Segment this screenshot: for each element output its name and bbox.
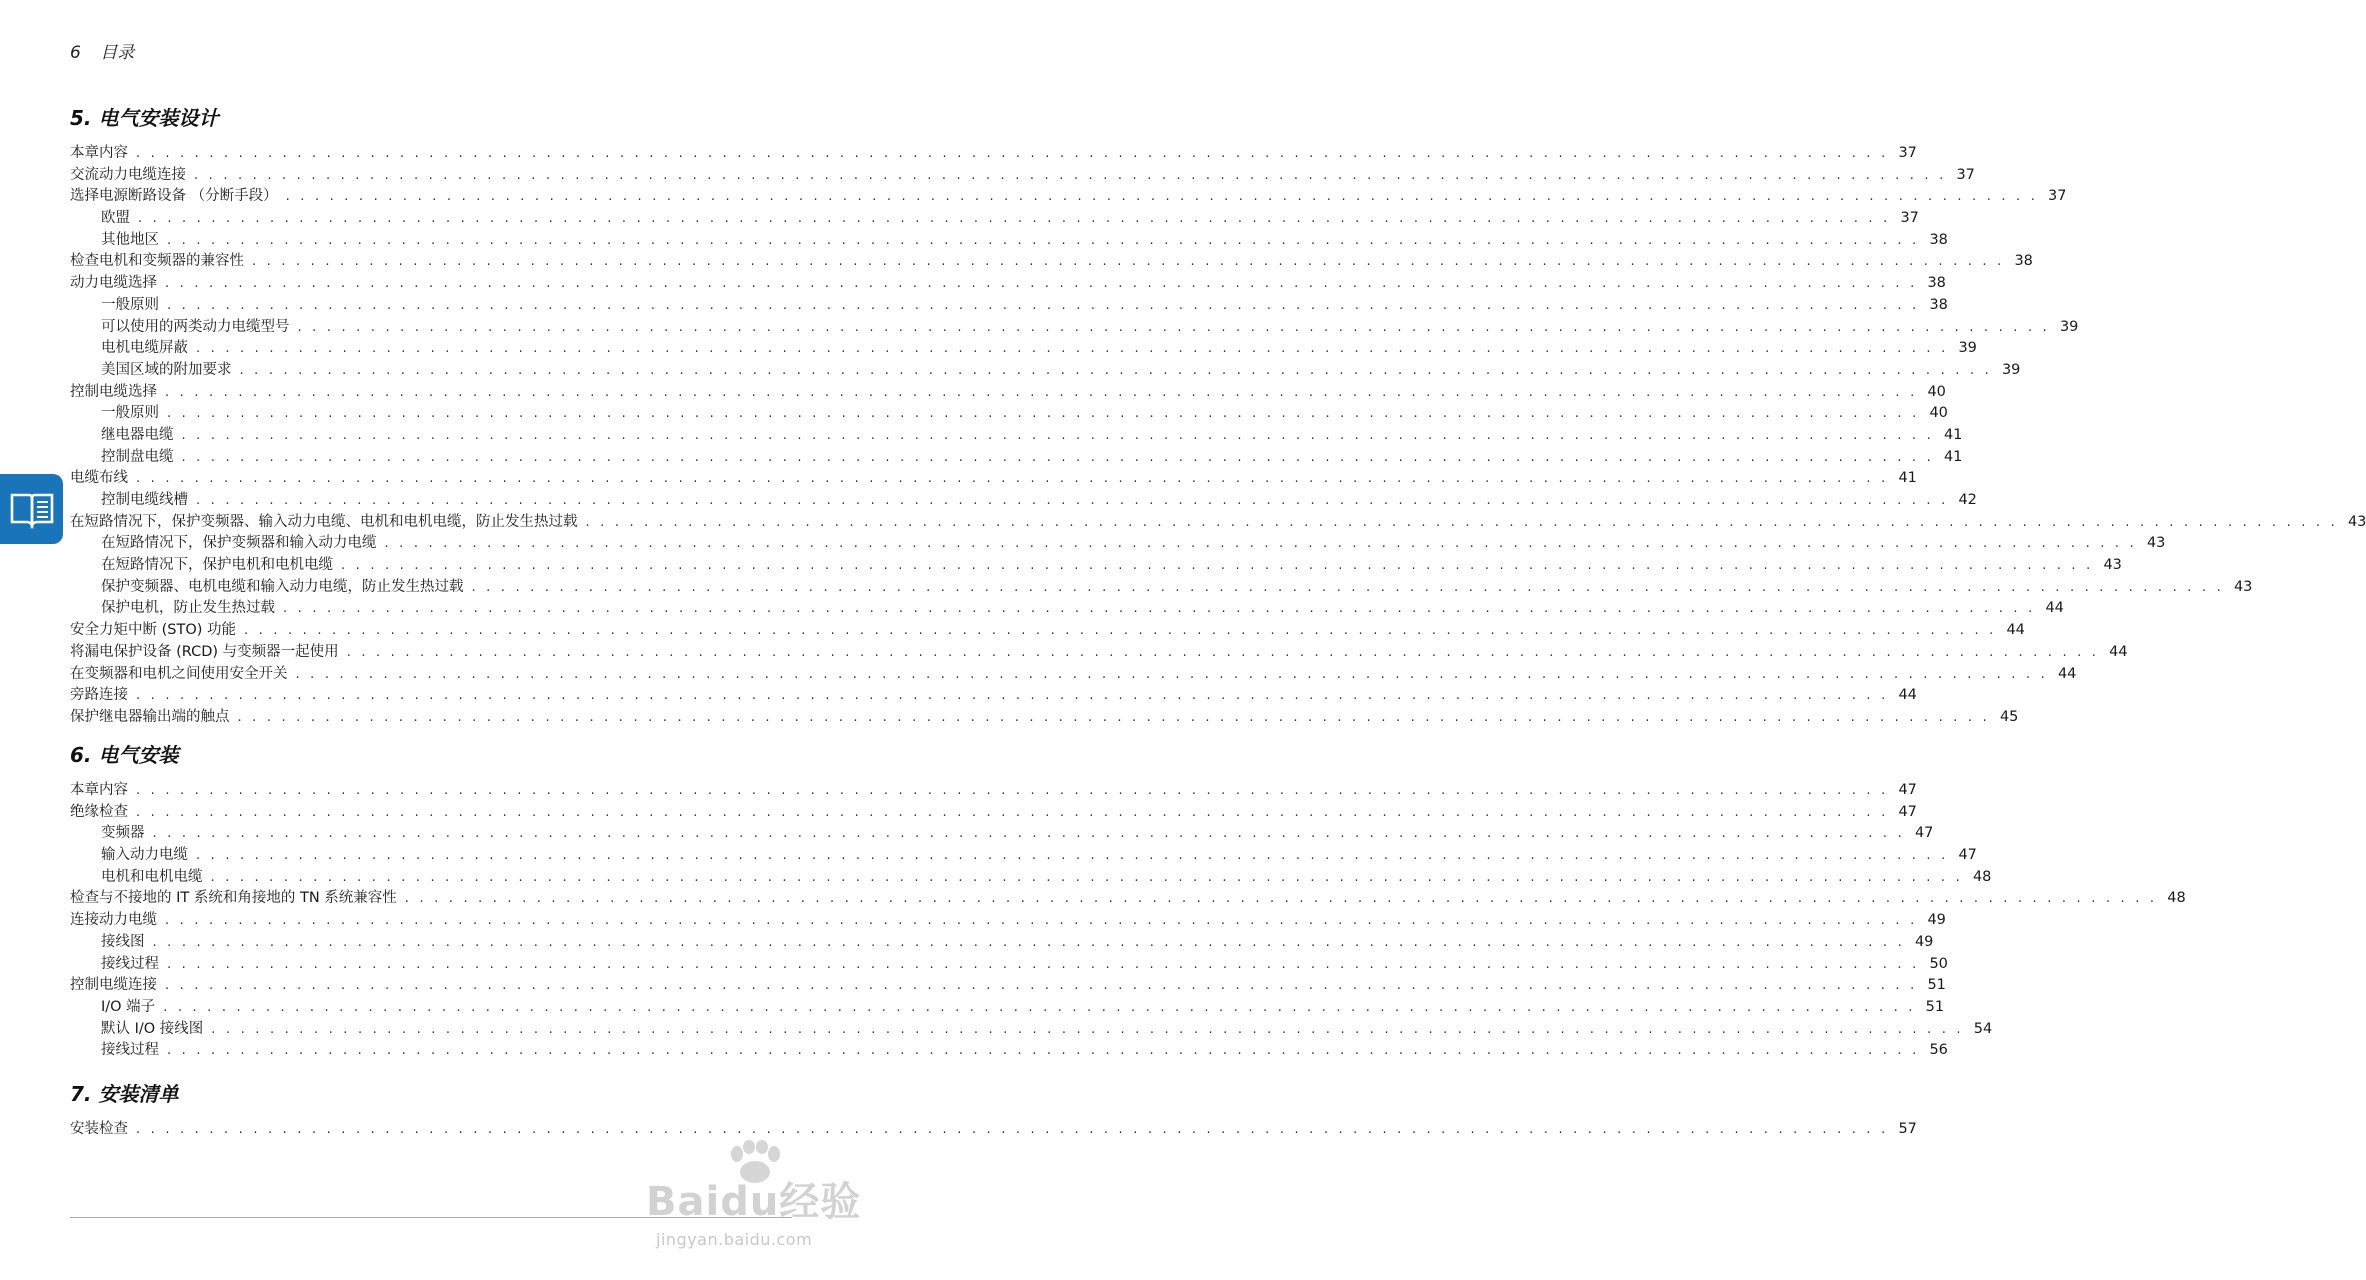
- dot-leader: . . . . . . . . . . . . . . . . . . . . . . . . . . . . . . . . . . . . . . . . . . . . . . . . . . . . . . . . . . . . . . . . . . . . . . . . . . . . . . . . . . . . . . . . . . . . . . . . . . . . . . . . . . . . . . . . . . . . . . . .: [152, 826, 1905, 842]
- toc-entry-page: 47: [1914, 825, 1934, 842]
- toc-entry[interactable]: [70, 780, 1917, 802]
- dot-leader: . . . . . . . . . . . . . . . . . . . . . . . . . . . . . . . . . . . . . . . . . . . . . . . . . . . . . . . . . . . . . . . . . . . . . . . . . . . . . . . . . . . . . . . . . . . . . . . . . . . . . . . . . . . . . . . . . . . . . . . .: [194, 167, 1947, 183]
- dot-leader: . . . . . . . . . . . . . . . . . . . . . . . . . . . . . . . . . . . . . . . . . . . . . . . . . . . . . . . . . . . . . . . . . . . . . . . . . . . . . . . . . . . . . . . . . . . . . . . . . . . . . . . . . . . . . . . . . . . . . . . .: [283, 601, 2036, 617]
- toc-entry[interactable]: [70, 1119, 1917, 1141]
- dot-leader: . . . . . . . . . . . . . . . . . . . . . . . . . . . . . . . . . . . . . . . . . . . . . . . . . . . . . . . . . . . . . . . . . . . . . . . . . . . . . . . . . . . . . . . . . . . . . . . . . . . . . . . . . . . . . . . . . . . . . . . .: [196, 341, 1949, 357]
- toc-entry-page: 42: [1958, 492, 1977, 508]
- toc-entry[interactable]: [70, 932, 1934, 954]
- toc-entry-label: 保护变频器、电机电缆和输入动力电缆，防止发生热过载: [101, 578, 464, 595]
- dot-leader: . . . . . . . . . . . . . . . . . . . . . . . . . . . . . . . . . . . . . . . . . . . . . . . . . . . . . . . . . . . . . . . . . . . . . . . . . . . . . . . . . . . . . . . . . . . . . . . . . . . . . . . . . . . . . . . . . . . . . . . .: [471, 579, 2224, 595]
- toc-entry-label: 动力电缆选择: [70, 275, 157, 292]
- toc-entry-label: 检查电机和变频器的兼容性: [70, 253, 244, 270]
- toc-entry-page: 38: [1927, 275, 1946, 292]
- dot-leader: . . . . . . . . . . . . . . . . . . . . . . . . . . . . . . . . . . . . . . . . . . . . . . . . . . . . . . . . . . . . . . . . . . . . . . . . . . . . . . . . . . . . . . . . . . . . . . . . . . . . . . . . . . . . . . . . . . . . . . . .: [210, 869, 1963, 885]
- toc-entry[interactable]: [70, 997, 1945, 1019]
- toc-entry[interactable]: [70, 577, 2253, 599]
- watermark: [640, 1140, 870, 1270]
- toc-entry-page: 43: [2347, 513, 2366, 530]
- section-title: 5. 电气安装设计: [70, 106, 219, 130]
- dot-leader: . . . . . . . . . . . . . . . . . . . . . . . . . . . . . . . . . . . . . . . . . . . . . . . . . . . . . . . . . . . . . . . . . . . . . . . . . . . . . . . . . . . . . . . . . . . . . . . . . . . . . . . . . . . . . . . . . . . . . . . .: [244, 623, 1997, 639]
- section-title: 7. 安装清单: [70, 1082, 179, 1106]
- toc-entry-label: 输入动力电缆: [101, 847, 188, 864]
- toc-entry[interactable]: [70, 512, 2366, 534]
- toc-entry-page: 41: [1943, 448, 1963, 465]
- toc-entry-label: 在变频器和电机之间使用安全开关: [70, 665, 288, 682]
- toc-entry-label: 在短路情况下，保护变频器和输入动力电缆: [101, 535, 377, 552]
- toc-entry-page: 49: [1927, 912, 1946, 929]
- toc-entries: [70, 1119, 1917, 1141]
- dot-leader: . . . . . . . . . . . . . . . . . . . . . . . . . . . . . . . . . . . . . . . . . . . . . . . . . . . . . . . . . . . . . . . . . . . . . . . . . . . . . . . . . . . . . . . . . . . . . . . . . . . . . . . . . . . . . . . . . . . . . . . .: [167, 956, 1920, 972]
- toc-entry-page: 37: [2048, 188, 2067, 205]
- toc-entry-label: 安装检查: [70, 1121, 128, 1137]
- toc-entry[interactable]: [70, 707, 2019, 729]
- toc-entry[interactable]: [70, 1019, 1993, 1041]
- toc-entry-page: 47: [1898, 782, 1917, 798]
- toc-entry[interactable]: [70, 802, 1917, 824]
- toc-entry-page: 50: [1929, 955, 1948, 972]
- toc-entry-page: 43: [2103, 557, 2122, 574]
- dot-leader: . . . . . . . . . . . . . . . . . . . . . . . . . . . . . . . . . . . . . . . . . . . . . . . . . . . . . . . . . . . . . . . . . . . . . . . . . . . . . . . . . . . . . . . . . . . . . . . . . . . . . . . . . . . . . . . . . . . . . . . .: [239, 362, 1992, 378]
- toc-entry-page: 56: [1929, 1042, 1948, 1059]
- dot-leader: . . . . . . . . . . . . . . . . . . . . . . . . . . . . . . . . . . . . . . . . . . . . . . . . . . . . . . . . . . . . . . . . . . . . . . . . . . . . . . . . . . . . . . . . . . . . . . . . . . . . . . . . . . . . . . . . . . . . . . . .: [237, 709, 1990, 725]
- toc-entry-label: 保护电机，防止发生热过载: [101, 600, 275, 617]
- toc-entry-label: 控制电缆连接: [70, 977, 157, 994]
- toc-entry[interactable]: [70, 664, 2077, 686]
- dot-leader: . . . . . . . . . . . . . . . . . . . . . . . . . . . . . . . . . . . . . . . . . . . . . . . . . . . . . . . . . . . . . . . . . . . . . . . . . . . . . . . . . . . . . . . . . . . . . . . . . . . . . . . . . . . . . . . . . . . . . . . .: [167, 406, 1920, 422]
- toc-entry-page: 43: [2146, 535, 2166, 552]
- toc-entry[interactable]: [70, 845, 1977, 867]
- dot-leader: . . . . . . . . . . . . . . . . . . . . . . . . . . . . . . . . . . . . . . . . . . . . . . . . . . . . . . . . . . . . . . . . . . . . . . . . . . . . . . . . . . . . . . . . . . . . . . . . . . . . . . . . . . . . . . . . . . . . . . . .: [285, 189, 2039, 205]
- toc-entry-label: 电机电缆屏蔽: [101, 340, 188, 357]
- page-number: 6: [70, 43, 81, 63]
- toc-entries: [70, 143, 2366, 729]
- dot-leader: . . . . . . . . . . . . . . . . . . . . . . . . . . . . . . . . . . . . . . . . . . . . . . . . . . . . . . . . . . . . . . . . . . . . . . . . . . . . . . . . . . . . . . . . . . . . . . . . . . . . . . . . . . . . . . . . . . . . . . . .: [167, 297, 1920, 313]
- toc-entry[interactable]: [70, 143, 1917, 165]
- toc-entry[interactable]: [70, 403, 1948, 425]
- dot-leader: . . . . . . . . . . . . . . . . . . . . . . . . . . . . . . . . . . . . . . . . . . . . . . . . . . . . . . . . . . . . . . . . . . . . . . . . . . . . . . . . . . . . . . . . . . . . . . . . . . . . . . . . . . . . . . . . . . . . . . . .: [163, 999, 1916, 1015]
- dot-leader: . . . . . . . . . . . . . . . . . . . . . . . . . . . . . . . . . . . . . . . . . . . . . . . . . . . . . . . . . . . . . . . . . . . . . . . . . . . . . . . . . . . . . . . . . . . . . . . . . . . . . . . . . . . . . . . . . . . . . . . .: [136, 688, 1889, 704]
- dot-leader: . . . . . . . . . . . . . . . . . . . . . . . . . . . . . . . . . . . . . . . . . . . . . . . . . . . . . . . . . . . . . . . . . . . . . . . . . . . . . . . . . . . . . . . . . . . . . . . . . . . . . . . . . . . . . . . . . . . . . . . .: [585, 514, 2338, 530]
- toc-entry[interactable]: [70, 317, 2079, 339]
- page-header: [70, 38, 134, 63]
- toc-entry-label: 绝缘检查: [70, 803, 128, 820]
- dot-leader: . . . . . . . . . . . . . . . . . . . . . . . . . . . . . . . . . . . . . . . . . . . . . . . . . . . . . . . . . . . . . . . . . . . . . . . . . . . . . . . . . . . . . . . . . . . . . . . . . . . . . . . . . . . . . . . . . . . . . . . .: [252, 254, 2005, 270]
- toc-entry-page: 37: [1900, 210, 1919, 227]
- toc-entry[interactable]: [70, 208, 1919, 230]
- toc-entry[interactable]: [70, 382, 1946, 404]
- book-icon: [9, 489, 55, 529]
- toc-entry-label: 控制电缆选择: [70, 383, 157, 400]
- toc-entry-page: 39: [1958, 340, 1977, 357]
- toc-entry-page: 43: [2233, 578, 2253, 595]
- dot-leader: . . . . . . . . . . . . . . . . . . . . . . . . . . . . . . . . . . . . . . . . . . . . . . . . . . . . . . . . . . . . . . . . . . . . . . . . . . . . . . . . . . . . . . . . . . . . . . . . . . . . . . . . . . . . . . . . . . . . . . . .: [341, 558, 2094, 574]
- dot-leader: . . . . . . . . . . . . . . . . . . . . . . . . . . . . . . . . . . . . . . . . . . . . . . . . . . . . . . . . . . . . . . . . . . . . . . . . . . . . . . . . . . . . . . . . . . . . . . . . . . . . . . . . . . . . . . . . . . . . . . . .: [196, 493, 1949, 508]
- dot-leader: . . . . . . . . . . . . . . . . . . . . . . . . . . . . . . . . . . . . . . . . . . . . . . . . . . . . . . . . . . . . . . . . . . . . . . . . . . . . . . . . . . . . . . . . . . . . . . . . . . . . . . . . . . . . . . . . . . . . . . . .: [152, 934, 1905, 950]
- toc-entry-page: 47: [1898, 803, 1917, 820]
- toc-entry[interactable]: [70, 273, 1946, 295]
- toc-entry-page: 38: [2014, 253, 2033, 270]
- dot-leader: . . . . . . . . . . . . . . . . . . . . . . . . . . . . . . . . . . . . . . . . . . . . . . . . . . . . . . . . . . . . . . . . . . . . . . . . . . . . . . . . . . . . . . . . . . . . . . . . . . . . . . . . . . . . . . . . . . . . . . . .: [181, 449, 1934, 465]
- toc-entries: [70, 780, 2186, 1062]
- toc-entry[interactable]: [70, 975, 1946, 997]
- toc-entry-page: 44: [2045, 600, 2064, 617]
- toc-entry-page: 49: [1914, 933, 1934, 950]
- toc-entry[interactable]: [70, 1040, 1948, 1062]
- dot-leader: . . . . . . . . . . . . . . . . . . . . . . . . . . . . . . . . . . . . . . . . . . . . . . . . . . . . . . . . . . . . . . . . . . . . . . . . . . . . . . . . . . . . . . . . . . . . . . . . . . . . . . . . . . . . . . . . . . . . . . . .: [165, 913, 1918, 929]
- toc-entry[interactable]: [70, 230, 1948, 252]
- toc-entry[interactable]: [70, 823, 1934, 845]
- toc-entry-label: 一般原则: [101, 405, 159, 422]
- dot-leader: . . . . . . . . . . . . . . . . . . . . . . . . . . . . . . . . . . . . . . . . . . . . . . . . . . . . . . . . . . . . . . . . . . . . . . . . . . . . . . . . . . . . . . . . . . . . . . . . . . . . . . . . . . . . . . . . . . . . . . . .: [384, 536, 2137, 552]
- toc-entry-label: 在短路情况下，保护变频器、输入动力电缆、电机和电机电缆，防止发生热过载: [70, 513, 578, 530]
- watermark-brand: Baidu经验: [646, 1179, 862, 1225]
- dot-leader: . . . . . . . . . . . . . . . . . . . . . . . . . . . . . . . . . . . . . . . . . . . . . . . . . . . . . . . . . . . . . . . . . . . . . . . . . . . . . . . . . . . . . . . . . . . . . . . . . . . . . . . . . . . . . . . . . . . . . . . .: [165, 276, 1918, 292]
- toc-section: [70, 741, 2186, 1062]
- toc-entry-page: 40: [1929, 405, 1948, 422]
- toc-entry[interactable]: [70, 425, 1963, 447]
- toc-entry-page: 51: [1927, 977, 1946, 994]
- toc-entry-label: 将漏电保护设备 (RCD) 与变频器一起使用: [70, 643, 339, 660]
- toc-entry-page: 44: [1898, 687, 1917, 704]
- toc-entry-page: 38: [1929, 296, 1948, 313]
- dot-leader: . . . . . . . . . . . . . . . . . . . . . . . . . . . . . . . . . . . . . . . . . . . . . . . . . . . . . . . . . . . . . . . . . . . . . . . . . . . . . . . . . . . . . . . . . . . . . . . . . . . . . . . . . . . . . . . . . . . . . . . .: [295, 666, 2048, 682]
- toc-entry-label: 电机和电机电缆: [101, 868, 203, 885]
- watermark-url: jingyan.baidu.com: [656, 1230, 813, 1249]
- dot-leader: . . . . . . . . . . . . . . . . . . . . . . . . . . . . . . . . . . . . . . . . . . . . . . . . . . . . . . . . . . . . . . . . . . . . . . . . . . . . . . . . . . . . . . . . . . . . . . . . . . . . . . . . . . . . . . . . . . . . . . . .: [346, 644, 2100, 660]
- toc-entry[interactable]: [70, 295, 1948, 317]
- toc-entry[interactable]: [70, 910, 1946, 932]
- toc-entry[interactable]: [70, 186, 2067, 208]
- toc-entry-label: 本章内容: [70, 145, 128, 161]
- dot-leader: . . . . . . . . . . . . . . . . . . . . . . . . . . . . . . . . . . . . . . . . . . . . . . . . . . . . . . . . . . . . . . . . . . . . . . . . . . . . . . . . . . . . . . . . . . . . . . . . . . . . . . . . . . . . . . . . . . . . . . . .: [167, 232, 1920, 248]
- toc-entry-label: 安全力矩中断 (STO) 功能: [70, 622, 237, 639]
- toc-entry[interactable]: [70, 165, 1975, 187]
- toc-entry-page: 39: [2001, 361, 2021, 378]
- dot-leader: . . . . . . . . . . . . . . . . . . . . . . . . . . . . . . . . . . . . . . . . . . . . . . . . . . . . . . . . . . . . . . . . . . . . . . . . . . . . . . . . . . . . . . . . . . . . . . . . . . . . . . . . . . . . . . . . . . . . . . . .: [167, 1043, 1920, 1059]
- dot-leader: . . . . . . . . . . . . . . . . . . . . . . . . . . . . . . . . . . . . . . . . . . . . . . . . . . . . . . . . . . . . . . . . . . . . . . . . . . . . . . . . . . . . . . . . . . . . . . . . . . . . . . . . . . . . . . . . . . . . . . . .: [136, 1122, 1889, 1137]
- toc-entry[interactable]: [70, 360, 2021, 382]
- toc-entry-label: 交流动力电缆连接: [70, 166, 186, 183]
- toc-entry-label: 欧盟: [101, 210, 130, 227]
- toc-entry[interactable]: [70, 620, 2025, 642]
- toc-entry-page: 57: [1898, 1121, 1917, 1137]
- toc-entry[interactable]: [70, 888, 2186, 910]
- toc-entry-page: 40: [1927, 383, 1946, 400]
- dot-leader: . . . . . . . . . . . . . . . . . . . . . . . . . . . . . . . . . . . . . . . . . . . . . . . . . . . . . . . . . . . . . . . . . . . . . . . . . . . . . . . . . . . . . . . . . . . . . . . . . . . . . . . . . . . . . . . . . . . . . . . .: [297, 319, 2050, 335]
- dot-leader: . . . . . . . . . . . . . . . . . . . . . . . . . . . . . . . . . . . . . . . . . . . . . . . . . . . . . . . . . . . . . . . . . . . . . . . . . . . . . . . . . . . . . . . . . . . . . . . . . . . . . . . . . . . . . . . . . . . . . . . .: [138, 211, 1891, 227]
- toc-entry-label: 保护继电器输出端的触点: [70, 708, 230, 725]
- toc-entry-label: 可以使用的两类动力电缆型号: [101, 318, 290, 335]
- toc-entry-page: 39: [2059, 318, 2079, 335]
- toc-entry-page: 44: [2109, 643, 2128, 660]
- toc-entry-label: 接线过程: [101, 1042, 159, 1059]
- toc-entry-label: 连接动力电缆: [70, 912, 157, 929]
- toc-entry[interactable]: [70, 468, 1917, 490]
- toc-entry-page: 38: [1929, 231, 1948, 248]
- dot-leader: . . . . . . . . . . . . . . . . . . . . . . . . . . . . . . . . . . . . . . . . . . . . . . . . . . . . . . . . . . . . . . . . . . . . . . . . . . . . . . . . . . . . . . . . . . . . . . . . . . . . . . . . . . . . . . . . . . . . . . . .: [165, 978, 1918, 994]
- toc-entry-label: I/O 端子: [101, 998, 156, 1015]
- toc-entry-page: 48: [2167, 890, 2186, 907]
- toc-entry-page: 47: [1958, 847, 1977, 864]
- dot-leader: . . . . . . . . . . . . . . . . . . . . . . . . . . . . . . . . . . . . . . . . . . . . . . . . . . . . . . . . . . . . . . . . . . . . . . . . . . . . . . . . . . . . . . . . . . . . . . . . . . . . . . . . . . . . . . . . . . . . . . . .: [196, 848, 1949, 864]
- toc-entry-page: 41: [1943, 426, 1963, 443]
- toc-entry-label: 变频器: [101, 825, 145, 842]
- toc-entry[interactable]: [70, 867, 1992, 889]
- toc-entry-page: 45: [1999, 708, 2019, 725]
- toc-entry-label: 继电器电缆: [101, 426, 174, 443]
- dot-leader: . . . . . . . . . . . . . . . . . . . . . . . . . . . . . . . . . . . . . . . . . . . . . . . . . . . . . . . . . . . . . . . . . . . . . . . . . . . . . . . . . . . . . . . . . . . . . . . . . . . . . . . . . . . . . . . . . . . . . . . .: [404, 891, 2158, 907]
- toc-section: [70, 104, 2366, 729]
- toc-entry[interactable]: [70, 533, 2166, 555]
- dot-leader: . . . . . . . . . . . . . . . . . . . . . . . . . . . . . . . . . . . . . . . . . . . . . . . . . . . . . . . . . . . . . . . . . . . . . . . . . . . . . . . . . . . . . . . . . . . . . . . . . . . . . . . . . . . . . . . . . . . . . . . .: [136, 783, 1889, 798]
- toc-entry-label: 控制盘电缆: [101, 448, 174, 465]
- toc-entry[interactable]: [70, 251, 2033, 273]
- toc-entry-label: 在短路情况下，保护电机和电机电缆: [101, 557, 333, 574]
- toc-entry-label: 本章内容: [70, 782, 128, 798]
- toc-entry-page: 41: [1898, 470, 1917, 487]
- toc-entry-label: 选择电源断路设备 （分断手段）: [70, 188, 278, 205]
- toc-entry-label: 其他地区: [101, 231, 159, 248]
- toc-entry-page: 54: [1973, 1020, 1993, 1037]
- toc-entry-label: 检查与不接地的 IT 系统和角接地的 TN 系统兼容性: [70, 890, 397, 907]
- dot-leader: . . . . . . . . . . . . . . . . . . . . . . . . . . . . . . . . . . . . . . . . . . . . . . . . . . . . . . . . . . . . . . . . . . . . . . . . . . . . . . . . . . . . . . . . . . . . . . . . . . . . . . . . . . . . . . . . . . . . . . . .: [136, 471, 1889, 487]
- toc-entry-page: 44: [2006, 622, 2025, 639]
- toc-entry-page: 48: [1972, 868, 1992, 885]
- toc-entry[interactable]: [70, 555, 2122, 577]
- toc-entry[interactable]: [70, 338, 1977, 360]
- toc-entry[interactable]: [70, 598, 2064, 620]
- toc-entry-label: 控制电缆线槽: [101, 492, 188, 508]
- toc-entry[interactable]: [70, 490, 1977, 512]
- dot-leader: . . . . . . . . . . . . . . . . . . . . . . . . . . . . . . . . . . . . . . . . . . . . . . . . . . . . . . . . . . . . . . . . . . . . . . . . . . . . . . . . . . . . . . . . . . . . . . . . . . . . . . . . . . . . . . . . . . . . . . . .: [211, 1021, 1964, 1037]
- toc-entry-label: 美国区域的附加要求: [101, 361, 232, 378]
- toc-entry-page: 37: [1956, 166, 1975, 183]
- toc-entry[interactable]: [70, 447, 1963, 469]
- section-title: 6. 电气安装: [70, 743, 179, 767]
- dot-leader: . . . . . . . . . . . . . . . . . . . . . . . . . . . . . . . . . . . . . . . . . . . . . . . . . . . . . . . . . . . . . . . . . . . . . . . . . . . . . . . . . . . . . . . . . . . . . . . . . . . . . . . . . . . . . . . . . . . . . . . .: [136, 146, 1889, 161]
- toc-entry[interactable]: [70, 954, 1948, 976]
- chapter-tab[interactable]: [0, 474, 63, 544]
- toc-entry-page: 51: [1925, 998, 1945, 1015]
- dot-leader: . . . . . . . . . . . . . . . . . . . . . . . . . . . . . . . . . . . . . . . . . . . . . . . . . . . . . . . . . . . . . . . . . . . . . . . . . . . . . . . . . . . . . . . . . . . . . . . . . . . . . . . . . . . . . . . . . . . . . . . .: [136, 804, 1889, 820]
- toc-entry[interactable]: [70, 642, 2128, 664]
- toc-entry-label: 一般原则: [101, 296, 159, 313]
- dot-leader: . . . . . . . . . . . . . . . . . . . . . . . . . . . . . . . . . . . . . . . . . . . . . . . . . . . . . . . . . . . . . . . . . . . . . . . . . . . . . . . . . . . . . . . . . . . . . . . . . . . . . . . . . . . . . . . . . . . . . . . .: [165, 384, 1918, 400]
- toc-entry-label: 接线图: [101, 933, 145, 950]
- dot-leader: . . . . . . . . . . . . . . . . . . . . . . . . . . . . . . . . . . . . . . . . . . . . . . . . . . . . . . . . . . . . . . . . . . . . . . . . . . . . . . . . . . . . . . . . . . . . . . . . . . . . . . . . . . . . . . . . . . . . . . . .: [181, 427, 1934, 443]
- header-title: 目录: [100, 43, 135, 63]
- toc-entry-label: 旁路连接: [70, 687, 128, 704]
- toc-entry[interactable]: [70, 685, 1917, 707]
- toc-entry-label: 默认 I/O 接线图: [101, 1020, 204, 1037]
- toc-entry-page: 44: [2057, 665, 2077, 682]
- toc-entry-label: 电缆布线: [70, 470, 128, 487]
- toc-entry-label: 接线过程: [101, 955, 159, 972]
- toc-section: [70, 1080, 1917, 1141]
- toc-entry-page: 37: [1898, 145, 1917, 161]
